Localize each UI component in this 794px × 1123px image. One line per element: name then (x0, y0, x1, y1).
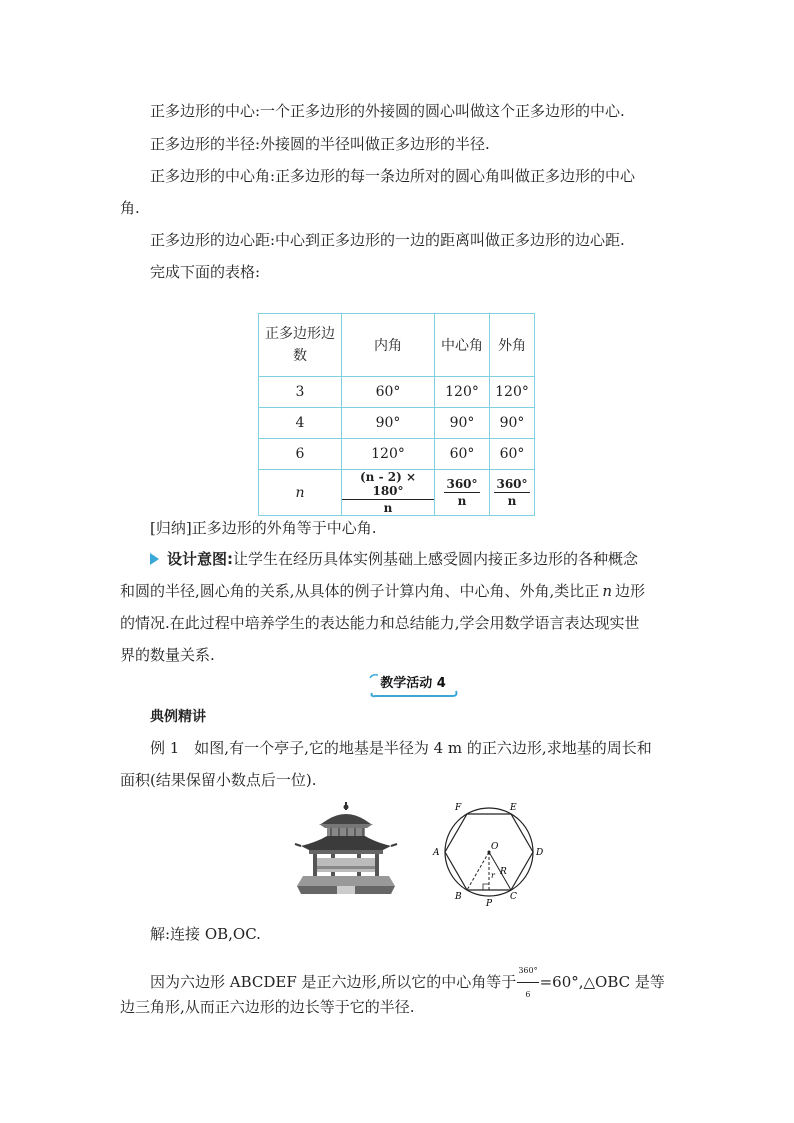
section-title: 典例精讲 (150, 709, 206, 725)
label-A: A (433, 848, 440, 858)
design-intent-line1 (167, 548, 638, 570)
fraction-numerator: 360° (446, 477, 478, 491)
header-sides-line2: 数 (293, 348, 307, 364)
cell-interior: 90° (342, 408, 435, 439)
cell-central: 120° (435, 377, 490, 408)
cell-central-formula (435, 470, 490, 516)
label-r: r (491, 871, 495, 880)
central-fraction (444, 477, 479, 508)
paragraph-apothem: 正多边形的边心距:中心到正多边形的一边的距离叫做正多边形的边心距. (150, 231, 625, 249)
example-line1: 例 1 如图,有一个亭子,它的地基是半径为 4 m 的正六边形,求地基的周长和 (150, 739, 652, 757)
paragraph-central-angle-cont: 角. (120, 199, 140, 217)
cell-n: 3 (259, 377, 342, 408)
paragraph-center: 正多边形的中心:一个正多边形的外接圆的圆心叫做这个正多边形的中心. (150, 102, 625, 120)
label-R: R (500, 867, 507, 877)
design-intent-text: 让学生在经历具体实例基础上感受圆内接正多边形的各种概念 (233, 550, 639, 568)
label-D: D (536, 848, 544, 858)
label-O: O (491, 842, 499, 852)
header-sides-line1: 正多边形边 (265, 326, 335, 342)
solution-line1: 解:连接 OB,OC. (150, 925, 261, 943)
design-intent-text: 和圆的半径,圆心角的关系,从具体的例子计算内角、中心角、外角,类比正 (120, 582, 600, 600)
solution-line3: 边三角形,从而正六边形的边长等于它的半径. (120, 998, 415, 1016)
table-row-general (259, 470, 535, 516)
interior-fraction (342, 470, 434, 515)
header-interior: 内角 (342, 314, 435, 377)
label-P: P (486, 899, 493, 909)
table-row (259, 377, 535, 408)
cell-central: 60° (435, 439, 490, 470)
cell-central: 90° (435, 408, 490, 439)
paragraph-table-instruction: 完成下面的表格: (150, 263, 261, 281)
cell-exterior: 60° (490, 439, 535, 470)
header-sides (259, 314, 342, 377)
fraction-denominator: n (383, 501, 393, 515)
table-row (259, 408, 535, 439)
label-E: E (510, 803, 517, 813)
polygon-angle-table (258, 313, 535, 516)
design-intent-line2 (120, 580, 645, 602)
example-line2: 面积(结果保留小数点后一位). (120, 771, 317, 789)
cell-exterior: 120° (490, 377, 535, 408)
cell-exterior: 90° (490, 408, 535, 439)
design-intent-line3: 的情况.在此过程中培养学生的表达能力和总结能力,学会用数学语言表达现实世 (120, 614, 640, 632)
pavilion-image (287, 802, 405, 896)
paragraph-central-angle: 正多边形的中心角:正多边形的每一条边所对的圆心角叫做正多边形的中心 (150, 167, 636, 185)
design-intent-line4: 界的数量关系. (120, 646, 215, 664)
summary-text: [归纳]正多边形的外角等于中心角. (150, 519, 377, 537)
fraction-denominator: 6 (525, 990, 531, 999)
cell-n: n (259, 470, 342, 516)
solution-fraction (517, 960, 538, 1006)
design-intent-text: 边形 (614, 582, 645, 600)
variable-n: n (602, 582, 612, 600)
fraction-numerator: 360° (496, 477, 528, 491)
solution-text: =60°,△OBC 是等 (539, 973, 665, 991)
header-central: 中心角 (435, 314, 490, 377)
cell-exterior-formula (490, 470, 535, 516)
solution-text: 因为六边形 ABCDEF 是正六边形,所以它的中心角等于 (150, 973, 517, 991)
cell-n: 6 (259, 439, 342, 470)
cell-interior: 60° (342, 377, 435, 408)
paragraph-radius: 正多边形的半径:外接圆的半径叫做正多边形的半径. (150, 135, 490, 153)
cell-interior: 120° (342, 439, 435, 470)
exterior-fraction (494, 477, 529, 508)
cell-n: 4 (259, 408, 342, 439)
fraction-numerator: 360° (517, 960, 538, 983)
label-C: C (510, 892, 517, 902)
fraction-denominator: n (507, 494, 517, 508)
fraction-numerator: (n - 2) × 180° (342, 470, 434, 500)
cell-interior-formula (342, 470, 435, 516)
activity-banner: 教学活动 4 (380, 676, 446, 691)
fraction-denominator: n (457, 494, 467, 508)
label-B: B (455, 892, 462, 902)
triangle-marker-icon (150, 553, 159, 565)
inscribed-hexagon-diagram (428, 800, 550, 910)
table-header-row (259, 314, 535, 377)
label-F: F (455, 803, 462, 813)
design-intent-label: 设计意图: (167, 550, 233, 568)
table-row (259, 439, 535, 470)
header-exterior: 外角 (490, 314, 535, 377)
